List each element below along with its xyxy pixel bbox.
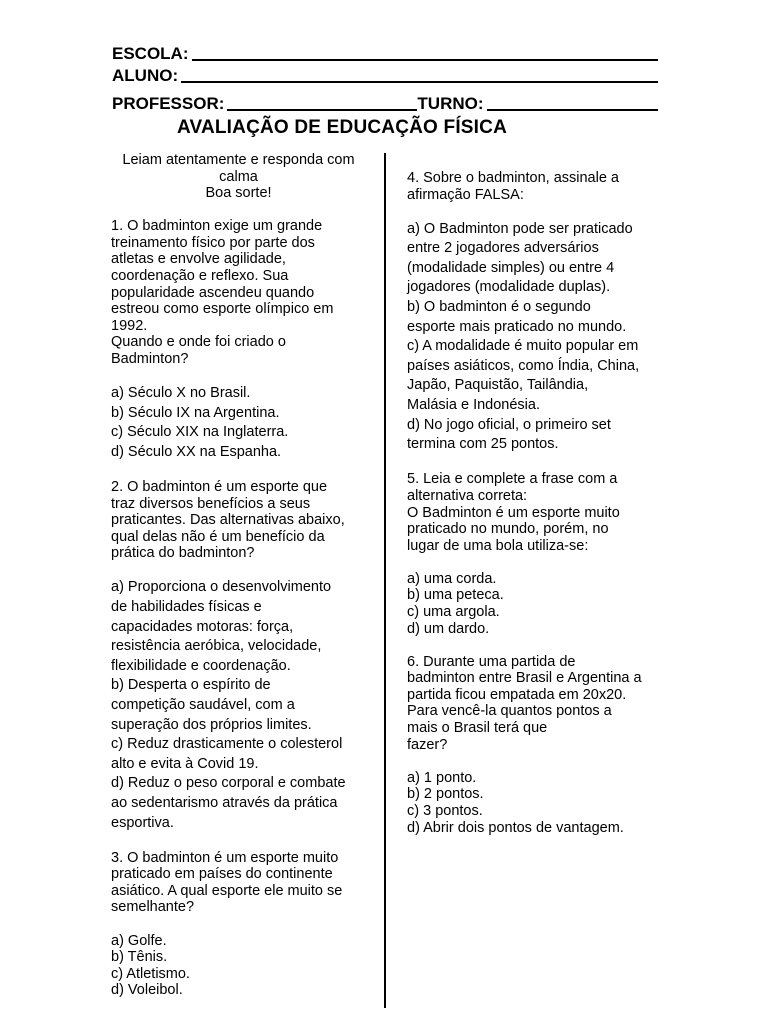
- question-text-line: 3. O badminton é um esporte muito: [111, 849, 339, 866]
- question-text-line: afirmação FALSA:: [407, 186, 524, 203]
- question-text-line: badminton entre Brasil e Argentina a: [407, 670, 642, 687]
- question-text-line: praticado no mundo, porém, no: [407, 521, 609, 538]
- question-text-line: O Badminton é um esporte muito: [407, 504, 620, 521]
- question-text-line: praticantes. Das alternativas abaixo,: [111, 512, 345, 529]
- answer-option[interactable]: c) Atletismo.: [111, 965, 190, 982]
- question-3-options: [111, 933, 366, 999]
- answer-option[interactable]: c) uma argola.: [407, 603, 500, 620]
- question-text-line: semelhante?: [111, 899, 195, 916]
- answer-option-cont: esporte mais praticado no mundo.: [407, 318, 627, 335]
- question-text-line: atletas e envolve agilidade,: [111, 251, 286, 268]
- question-text-line: lugar de uma bola utiliza-se:: [407, 537, 589, 554]
- answer-option[interactable]: c) Reduz drasticamente o colesterol: [111, 736, 343, 753]
- question-text-line: 4. Sobre o badminton, assinale a: [407, 170, 619, 186]
- question-text-line: coordenação e reflexo. Sua: [111, 268, 289, 285]
- question-text-line: 5. Leia e complete a frase com a: [407, 471, 618, 488]
- professor-label: PROFESSOR:: [112, 94, 225, 113]
- answer-option-cont: países asiáticos, como Índia, China,: [407, 357, 640, 374]
- aluno-line: [112, 64, 658, 86]
- question-3: [111, 850, 366, 916]
- question-text-line: Para vencê-la quantos pontos a: [407, 703, 612, 720]
- answer-option-cont: capacidades motoras: força,: [111, 618, 294, 635]
- question-text-line: fazer?: [407, 736, 448, 753]
- answer-option[interactable]: d) Século XX na Espanha.: [111, 443, 282, 460]
- question-text-line: popularidade ascendeu quando: [111, 284, 315, 301]
- answer-option-cont: flexibilidade e coordenação.: [111, 657, 291, 674]
- column-divider: [384, 153, 386, 1008]
- turno-label: TURNO:: [417, 94, 484, 113]
- answer-option-cont: (modalidade simples) ou entre 4: [407, 259, 615, 276]
- answer-option-cont: termina com 25 pontos.: [407, 436, 559, 453]
- question-text-line: Badminton?: [111, 351, 189, 368]
- question-4: [407, 170, 662, 203]
- question-text-line: prática do badminton?: [111, 545, 255, 562]
- answer-option[interactable]: c) Século XIX na Inglaterra.: [111, 424, 289, 441]
- answer-option-cont: superação dos próprios limites.: [111, 716, 312, 733]
- professor-blank[interactable]: [227, 109, 417, 111]
- answer-option[interactable]: d) Reduz o peso corporal e combate: [111, 775, 346, 792]
- question-2-options: [111, 578, 366, 833]
- answer-option-cont: resistência aeróbica, velocidade,: [111, 638, 322, 655]
- answer-option[interactable]: c) A modalidade é muito popular em: [407, 338, 639, 355]
- turno-blank[interactable]: [487, 109, 658, 111]
- answer-option[interactable]: d) Voleibol.: [111, 982, 183, 999]
- answer-option[interactable]: a) uma corda.: [407, 570, 497, 587]
- answer-option[interactable]: a) Golfe.: [111, 932, 167, 949]
- question-6: [407, 654, 662, 754]
- answer-option[interactable]: b) Tênis.: [111, 949, 168, 966]
- intro-line: Leiam atentamente e responda com: [122, 152, 355, 168]
- question-text-line: traz diversos benefícios a seus: [111, 495, 311, 512]
- question-text-line: partida ficou empatada em 20x20.: [407, 686, 627, 703]
- answer-option[interactable]: a) Século X no Brasil.: [111, 385, 251, 402]
- question-1-options: [111, 384, 366, 462]
- intro-line: calma: [219, 168, 258, 185]
- question-4-options: [407, 220, 662, 455]
- answer-option-cont: Japão, Paquistão, Tailândia,: [407, 377, 589, 394]
- question-text-line: qual delas não é um benefício da: [111, 528, 325, 545]
- aluno-label: ALUNO:: [112, 66, 179, 85]
- answer-option-cont: de habilidades físicas e: [111, 599, 262, 616]
- escola-label: ESCOLA:: [112, 44, 189, 63]
- escola-line: [112, 42, 658, 64]
- question-2: [111, 479, 366, 562]
- answer-option-cont: competição saudável, com a: [111, 697, 295, 714]
- question-text-line: Quando e onde foi criado o: [111, 334, 286, 351]
- answer-option[interactable]: d) Abrir dois pontos de vantagem.: [407, 819, 624, 836]
- escola-blank[interactable]: [192, 59, 659, 61]
- question-6-options: [407, 770, 662, 836]
- question-text-line: 2. O badminton é um esporte que: [111, 479, 328, 495]
- question-text-line: estreou como esporte olímpico em: [111, 301, 334, 318]
- answer-option[interactable]: a) Proporciona o desenvolvimento: [111, 579, 332, 596]
- question-text-line: 1. O badminton exige um grande: [111, 218, 323, 235]
- question-5: [407, 471, 662, 554]
- intro: [111, 152, 366, 202]
- answer-option[interactable]: d) um dardo.: [407, 620, 490, 637]
- header-fields: [112, 42, 658, 114]
- answer-option[interactable]: b) 2 pontos.: [407, 786, 484, 803]
- left-column: [111, 152, 366, 999]
- intro-line: Boa sorte!: [205, 185, 272, 202]
- answer-option-cont: Malásia e Indonésia.: [407, 397, 540, 414]
- question-1: [111, 218, 366, 367]
- answer-option[interactable]: c) 3 pontos.: [407, 802, 483, 819]
- professor-line: [112, 92, 658, 114]
- aluno-blank[interactable]: [181, 81, 658, 83]
- right-column: [407, 170, 662, 836]
- question-text-line: 1992.: [111, 317, 148, 334]
- answer-option[interactable]: b) uma peteca.: [407, 587, 504, 604]
- question-5-options: [407, 571, 662, 637]
- answer-option[interactable]: b) O badminton é o segundo: [407, 299, 591, 316]
- question-text-line: alternativa correta:: [407, 487, 528, 504]
- answer-option-cont: entre 2 jogadores adversários: [407, 240, 599, 257]
- answer-option[interactable]: a) 1 ponto.: [407, 769, 477, 786]
- page-title: AVALIAÇÃO DE EDUCAÇÃO FÍSICA: [176, 117, 507, 138]
- question-text-line: asiático. A qual esporte ele muito se: [111, 882, 343, 899]
- question-text-line: treinamento físico por parte dos: [111, 234, 315, 251]
- answer-option[interactable]: a) O Badminton pode ser praticado: [407, 220, 633, 237]
- answer-option-cont: ao sedentarismo através da prática: [111, 795, 338, 811]
- answer-option[interactable]: d) No jogo oficial, o primeiro set: [407, 416, 611, 433]
- answer-option-cont: alto e evita à Covid 19.: [111, 755, 259, 772]
- answer-option-cont: esportiva.: [111, 814, 174, 831]
- answer-option[interactable]: b) Desperta o espírito de: [111, 677, 271, 694]
- question-text-line: mais o Brasil terá que: [407, 720, 548, 737]
- answer-option[interactable]: b) Século IX na Argentina.: [111, 404, 280, 421]
- answer-option-cont: jogadores (modalidade duplas).: [407, 279, 611, 296]
- question-text-line: 6. Durante uma partida de: [407, 653, 576, 670]
- question-text-line: praticado em países do continente: [111, 866, 333, 883]
